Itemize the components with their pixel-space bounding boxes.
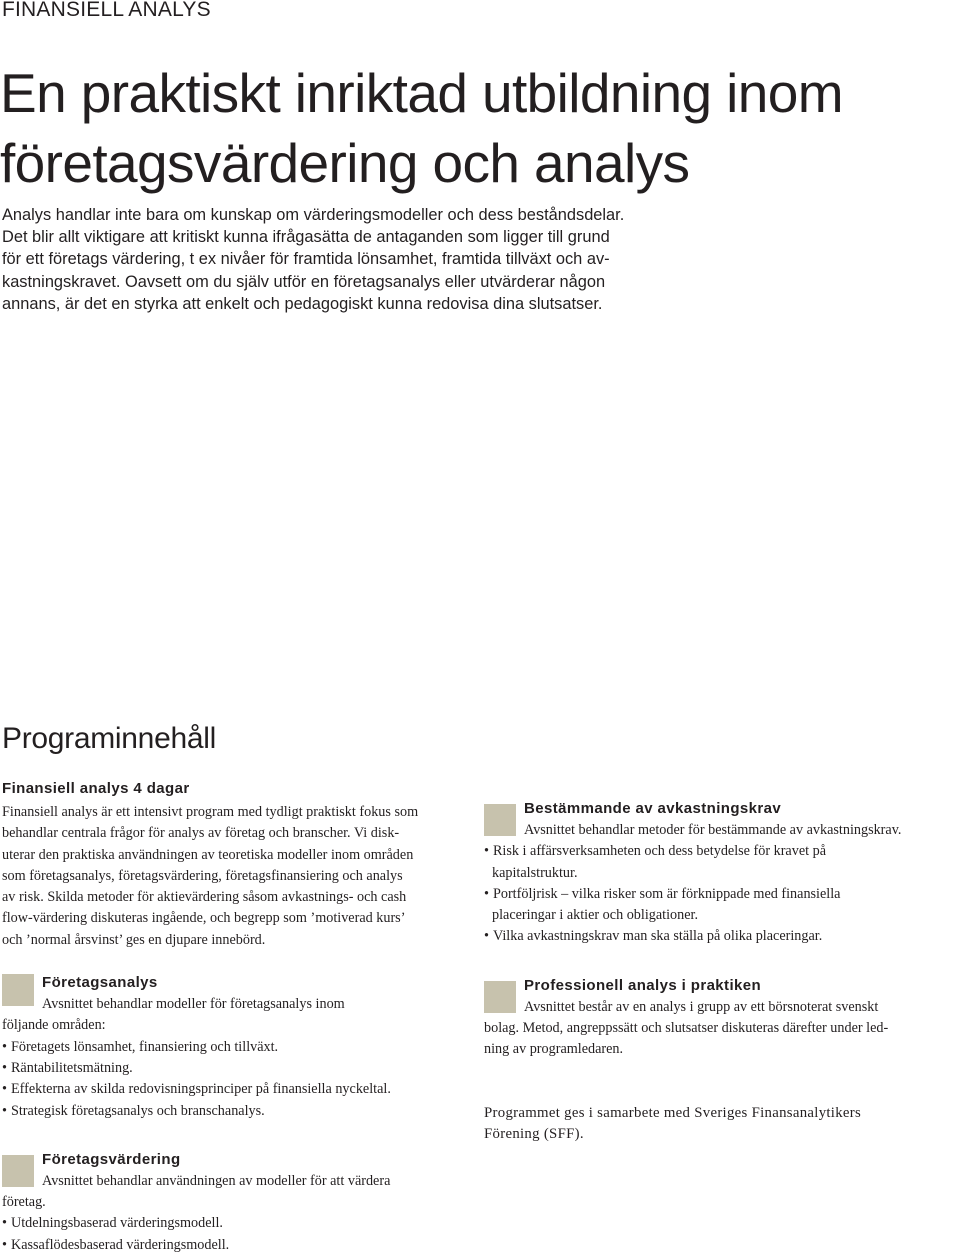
intro-line: Det blir allt viktigare att kritiskt kunna ifrågasätta de antaganden som ligger till grund: [2, 228, 610, 247]
professionell-cont: ning av programledaren.: [484, 1041, 624, 1058]
professionell-block: [484, 975, 960, 1061]
list-item: • Risk i affärsverksamheten och dess betydelse för kravet på: [484, 843, 827, 860]
foretagsvardering-title: Företagsvärdering: [42, 1150, 181, 1168]
overview-text: [2, 802, 472, 951]
intro-line: annans, är det en styrka att enkelt och pedagogiskt kunna redovisa dina slutsatser.: [2, 294, 603, 313]
intro-paragraph: [2, 204, 652, 315]
professionell-cont: bolag. Metod, angreppssätt och slutsatser diskuteras därefter under led-: [484, 1020, 889, 1037]
overview-line: och ’normal årsvinst’ ges en djupare innebörd.: [2, 931, 266, 948]
list-item-continuation: kapitalstruktur.: [492, 864, 578, 881]
overview-line: uterar den praktiska användningen av teoretiska modeller inom områden: [2, 846, 414, 863]
section-marker-square: [2, 974, 34, 1006]
foretagsanalys-lead: Avsnittet behandlar modeller för företagsanalys inom: [42, 996, 345, 1013]
list-item: • Kassaflödesbaserad värderingsmodell.: [2, 1236, 230, 1253]
list-item: • Portföljrisk – vilka risker som är förknippade med finansiella: [484, 885, 841, 902]
avkastningskrav-lead: Avsnittet behandlar metoder för bestämmande av avkastningskrav.: [524, 822, 902, 838]
left-column: [2, 778, 472, 1256]
list-item: • Utdelningsbaserad värderingsmodell.: [2, 1215, 223, 1232]
professionell-lead: Avsnittet består av en analys i grupp av ett börsnoterat svenskt: [524, 998, 879, 1015]
list-item: • Räntabilitetsmätning.: [2, 1059, 133, 1076]
headline-line-2: företagsvärdering och analys: [0, 132, 690, 194]
professionell-title: Professionell analys i praktiken: [524, 976, 762, 994]
overview-line: behandlar centrala frågor för analys av företag och branscher. Vi disk-: [2, 825, 400, 842]
overview-line: av risk. Skilda metoder för aktievärdering såsom avkastnings- och cash: [2, 889, 407, 906]
page-title: [0, 58, 960, 198]
section-label: FINANSIELL ANALYS: [2, 0, 211, 21]
foretagsanalys-block: [2, 972, 472, 1122]
intro-line: kastningskravet. Oavsett om du själv utför en företagsanalys eller utvärderar någon: [2, 272, 606, 291]
program-title: Programinnehåll: [2, 722, 216, 755]
avkastningskrav-list: [484, 841, 960, 947]
foretagsanalys-cont: följande områden:: [2, 1017, 106, 1034]
partner-note: [484, 1103, 960, 1146]
partner-line: Förening (SFF).: [484, 1125, 584, 1142]
overview-heading: Finansiell analys 4 dagar: [2, 780, 190, 797]
foretagsanalys-list: [2, 1037, 472, 1122]
list-item-continuation: placeringar i aktier och obligationer.: [492, 907, 699, 924]
section-marker-square: [2, 1155, 34, 1187]
right-column: [484, 798, 960, 1145]
overview-line: som företagsanalys, företagsvärdering, företagsfinansiering och analys: [2, 867, 403, 884]
avkastningskrav-title: Bestämmande av avkastningskrav: [524, 800, 782, 817]
partner-line: Programmet ges i samarbete med Sveriges Finansanalytikers: [484, 1104, 862, 1121]
list-item: • Vilka avkastningskrav man ska ställa på olika placeringar.: [484, 928, 823, 945]
list-item: • Företagets lönsamhet, finansiering och tillväxt.: [2, 1038, 279, 1055]
list-item: • Strategisk företagsanalys och branschanalys.: [2, 1102, 265, 1119]
section-marker-square: [484, 804, 516, 836]
intro-line: Analys handlar inte bara om kunskap om värderingsmodeller och dess beståndsdelar.: [2, 206, 625, 224]
intro-line: för ett företags värdering, t ex nivåer för framtida lönsamhet, framtida tillväxt och av-: [2, 250, 610, 269]
foretagsvardering-block: [2, 1149, 472, 1256]
headline-line-1: En praktiskt inriktad utbildning inom: [0, 62, 843, 124]
foretagsvardering-list: [2, 1213, 472, 1256]
overview-line: Finansiell analys är ett intensivt program med tydligt praktiskt fokus som: [2, 804, 419, 820]
avkastningskrav-block: [484, 798, 960, 948]
overview-line: flow-värdering diskuteras ingående, och begrepp som ’motiverad kurs’: [2, 910, 406, 927]
section-marker-square: [484, 981, 516, 1013]
foretagsvardering-cont: företag.: [2, 1194, 46, 1211]
list-item: • Effekterna av skilda redovisningsprinciper på finansiella nyckeltal.: [2, 1081, 391, 1098]
foretagsvardering-lead: Avsnittet behandlar användningen av modeller för att värdera: [42, 1172, 391, 1189]
foretagsanalys-title: Företagsanalys: [42, 974, 158, 992]
